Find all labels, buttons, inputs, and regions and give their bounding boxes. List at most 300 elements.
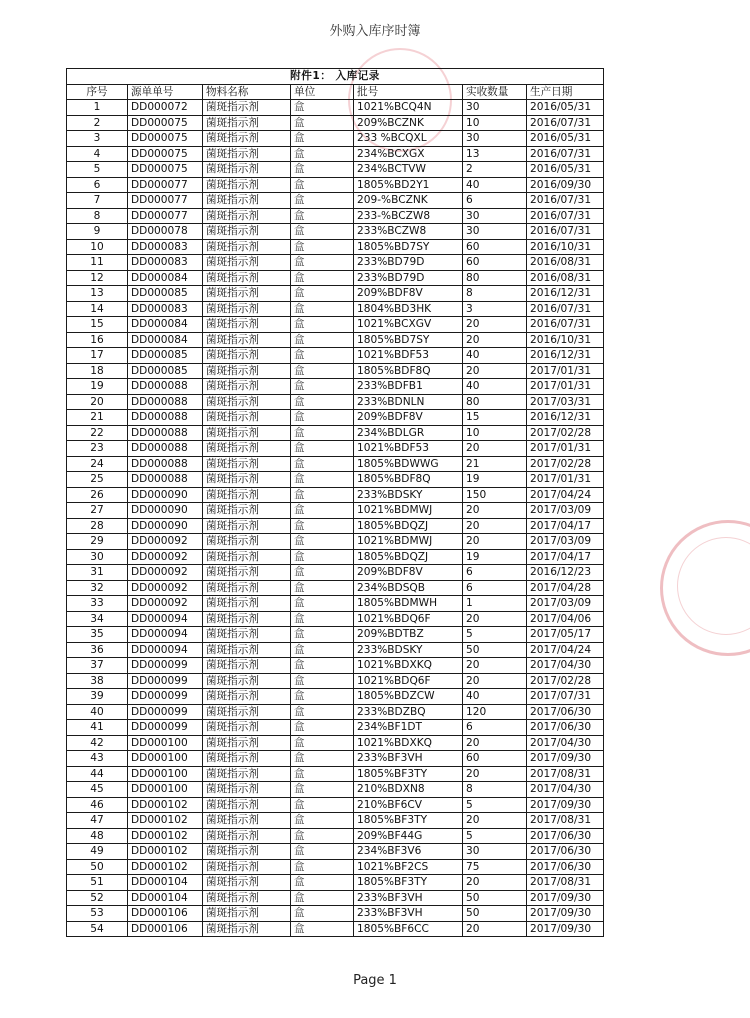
batch-no-cell: 234%BF3V6 bbox=[354, 844, 463, 860]
material-name-cell: 菌斑指示剂 bbox=[203, 363, 291, 379]
table-row bbox=[67, 332, 604, 348]
source-order-no-cell: DD000106 bbox=[128, 921, 203, 937]
row-number-cell: 11 bbox=[67, 255, 128, 271]
received-qty-cell: 15 bbox=[463, 410, 527, 426]
table-row bbox=[67, 487, 604, 503]
production-date-cell: 2016/07/31 bbox=[527, 224, 604, 240]
batch-no-cell: 1021%BDXKQ bbox=[354, 735, 463, 751]
unit-cell: 盒 bbox=[291, 441, 354, 457]
batch-no-cell: 1021%BDXKQ bbox=[354, 658, 463, 674]
batch-no-cell: 1805%BDQZJ bbox=[354, 549, 463, 565]
material-name-cell: 菌斑指示剂 bbox=[203, 627, 291, 643]
unit-cell: 盒 bbox=[291, 146, 354, 162]
received-qty-cell: 20 bbox=[463, 611, 527, 627]
unit-cell: 盒 bbox=[291, 580, 354, 596]
row-number-cell: 17 bbox=[67, 348, 128, 364]
unit-cell: 盒 bbox=[291, 456, 354, 472]
material-name-cell: 菌斑指示剂 bbox=[203, 844, 291, 860]
table-header-row bbox=[67, 84, 604, 100]
material-name-cell: 菌斑指示剂 bbox=[203, 301, 291, 317]
material-name-cell: 菌斑指示剂 bbox=[203, 270, 291, 286]
production-date-cell: 2017/04/30 bbox=[527, 658, 604, 674]
row-number-cell: 12 bbox=[67, 270, 128, 286]
received-qty-cell: 80 bbox=[463, 394, 527, 410]
batch-no-cell: 209%BF44G bbox=[354, 828, 463, 844]
batch-no-cell: 1804%BD3HK bbox=[354, 301, 463, 317]
production-date-cell: 2017/02/28 bbox=[527, 425, 604, 441]
source-order-no-cell: DD000094 bbox=[128, 627, 203, 643]
batch-no-cell: 1805%BDF8Q bbox=[354, 363, 463, 379]
table-row bbox=[67, 255, 604, 271]
unit-cell: 盒 bbox=[291, 611, 354, 627]
table-row bbox=[67, 627, 604, 643]
production-date-cell: 2017/03/31 bbox=[527, 394, 604, 410]
unit-cell: 盒 bbox=[291, 394, 354, 410]
production-date-cell: 2017/03/09 bbox=[527, 534, 604, 550]
table-caption-row bbox=[67, 69, 604, 85]
batch-no-cell: 233%BDZBQ bbox=[354, 704, 463, 720]
table-row bbox=[67, 751, 604, 767]
production-date-cell: 2017/03/09 bbox=[527, 596, 604, 612]
source-order-no-cell: DD000099 bbox=[128, 720, 203, 736]
unit-cell: 盒 bbox=[291, 255, 354, 271]
source-order-no-cell: DD000102 bbox=[128, 813, 203, 829]
production-date-cell: 2017/04/30 bbox=[527, 782, 604, 798]
company-seal bbox=[660, 520, 750, 656]
material-name-cell: 菌斑指示剂 bbox=[203, 441, 291, 457]
source-order-no-cell: DD000077 bbox=[128, 177, 203, 193]
material-name-cell: 菌斑指示剂 bbox=[203, 658, 291, 674]
source-order-no-cell: DD000092 bbox=[128, 534, 203, 550]
received-qty-cell: 50 bbox=[463, 906, 527, 922]
column-header: 源单单号 bbox=[128, 84, 203, 100]
unit-cell: 盒 bbox=[291, 518, 354, 534]
unit-cell: 盒 bbox=[291, 239, 354, 255]
row-number-cell: 30 bbox=[67, 549, 128, 565]
received-qty-cell: 1 bbox=[463, 596, 527, 612]
row-number-cell: 46 bbox=[67, 797, 128, 813]
production-date-cell: 2017/06/30 bbox=[527, 720, 604, 736]
material-name-cell: 菌斑指示剂 bbox=[203, 875, 291, 891]
production-date-cell: 2017/04/28 bbox=[527, 580, 604, 596]
table-row bbox=[67, 441, 604, 457]
table-row bbox=[67, 286, 604, 302]
production-date-cell: 2016/12/31 bbox=[527, 286, 604, 302]
material-name-cell: 菌斑指示剂 bbox=[203, 813, 291, 829]
received-qty-cell: 6 bbox=[463, 720, 527, 736]
production-date-cell: 2017/09/30 bbox=[527, 890, 604, 906]
table-row bbox=[67, 797, 604, 813]
production-date-cell: 2017/06/30 bbox=[527, 828, 604, 844]
production-date-cell: 2016/08/31 bbox=[527, 255, 604, 271]
source-order-no-cell: DD000088 bbox=[128, 410, 203, 426]
table-row bbox=[67, 611, 604, 627]
batch-no-cell: 1805%BD2Y1 bbox=[354, 177, 463, 193]
table-row bbox=[67, 844, 604, 860]
table-row bbox=[67, 146, 604, 162]
row-number-cell: 48 bbox=[67, 828, 128, 844]
received-qty-cell: 5 bbox=[463, 627, 527, 643]
unit-cell: 盒 bbox=[291, 487, 354, 503]
received-qty-cell: 30 bbox=[463, 208, 527, 224]
batch-no-cell: 1021%BDF53 bbox=[354, 348, 463, 364]
table-row bbox=[67, 348, 604, 364]
received-qty-cell: 20 bbox=[463, 813, 527, 829]
production-date-cell: 2016/12/23 bbox=[527, 565, 604, 581]
table-row bbox=[67, 394, 604, 410]
material-name-cell: 菌斑指示剂 bbox=[203, 518, 291, 534]
table-row bbox=[67, 642, 604, 658]
batch-no-cell: 210%BF6CV bbox=[354, 797, 463, 813]
table-row bbox=[67, 456, 604, 472]
received-qty-cell: 150 bbox=[463, 487, 527, 503]
source-order-no-cell: DD000100 bbox=[128, 751, 203, 767]
row-number-cell: 10 bbox=[67, 239, 128, 255]
unit-cell: 盒 bbox=[291, 735, 354, 751]
received-qty-cell: 20 bbox=[463, 658, 527, 674]
row-number-cell: 50 bbox=[67, 859, 128, 875]
batch-no-cell: 1805%BF6CC bbox=[354, 921, 463, 937]
received-qty-cell: 20 bbox=[463, 921, 527, 937]
batch-no-cell: 209%BDF8V bbox=[354, 410, 463, 426]
source-order-no-cell: DD000104 bbox=[128, 875, 203, 891]
received-qty-cell: 40 bbox=[463, 177, 527, 193]
batch-no-cell: 209%BDTBZ bbox=[354, 627, 463, 643]
row-number-cell: 15 bbox=[67, 317, 128, 333]
row-number-cell: 9 bbox=[67, 224, 128, 240]
production-date-cell: 2017/06/30 bbox=[527, 859, 604, 875]
production-date-cell: 2017/03/09 bbox=[527, 503, 604, 519]
source-order-no-cell: DD000088 bbox=[128, 456, 203, 472]
source-order-no-cell: DD000085 bbox=[128, 348, 203, 364]
column-header: 单位 bbox=[291, 84, 354, 100]
batch-no-cell: 1021%BDQ6F bbox=[354, 611, 463, 627]
batch-no-cell: 234%BDSQB bbox=[354, 580, 463, 596]
production-date-cell: 2017/02/28 bbox=[527, 456, 604, 472]
material-name-cell: 菌斑指示剂 bbox=[203, 782, 291, 798]
row-number-cell: 2 bbox=[67, 115, 128, 131]
production-date-cell: 2017/04/17 bbox=[527, 518, 604, 534]
material-name-cell: 菌斑指示剂 bbox=[203, 859, 291, 875]
source-order-no-cell: DD000075 bbox=[128, 146, 203, 162]
table-row bbox=[67, 177, 604, 193]
row-number-cell: 6 bbox=[67, 177, 128, 193]
material-name-cell: 菌斑指示剂 bbox=[203, 177, 291, 193]
received-qty-cell: 6 bbox=[463, 580, 527, 596]
table-row bbox=[67, 859, 604, 875]
production-date-cell: 2017/01/31 bbox=[527, 363, 604, 379]
table-row bbox=[67, 890, 604, 906]
batch-no-cell: 1805%BDQZJ bbox=[354, 518, 463, 534]
row-number-cell: 43 bbox=[67, 751, 128, 767]
row-number-cell: 8 bbox=[67, 208, 128, 224]
source-order-no-cell: DD000085 bbox=[128, 363, 203, 379]
received-qty-cell: 6 bbox=[463, 565, 527, 581]
batch-no-cell: 1805%BDF8Q bbox=[354, 472, 463, 488]
source-order-no-cell: DD000090 bbox=[128, 487, 203, 503]
row-number-cell: 34 bbox=[67, 611, 128, 627]
unit-cell: 盒 bbox=[291, 921, 354, 937]
unit-cell: 盒 bbox=[291, 751, 354, 767]
batch-no-cell: 210%BDXN8 bbox=[354, 782, 463, 798]
row-number-cell: 24 bbox=[67, 456, 128, 472]
batch-no-cell: 1021%BDF53 bbox=[354, 441, 463, 457]
table-row bbox=[67, 208, 604, 224]
row-number-cell: 7 bbox=[67, 193, 128, 209]
received-qty-cell: 13 bbox=[463, 146, 527, 162]
unit-cell: 盒 bbox=[291, 193, 354, 209]
table-row bbox=[67, 193, 604, 209]
unit-cell: 盒 bbox=[291, 379, 354, 395]
batch-no-cell: 1805%BDMWH bbox=[354, 596, 463, 612]
table-row bbox=[67, 673, 604, 689]
source-order-no-cell: DD000075 bbox=[128, 131, 203, 147]
source-order-no-cell: DD000099 bbox=[128, 658, 203, 674]
production-date-cell: 2017/05/17 bbox=[527, 627, 604, 643]
unit-cell: 盒 bbox=[291, 844, 354, 860]
production-date-cell: 2016/07/31 bbox=[527, 146, 604, 162]
row-number-cell: 49 bbox=[67, 844, 128, 860]
table-row bbox=[67, 766, 604, 782]
production-date-cell: 2016/07/31 bbox=[527, 317, 604, 333]
material-name-cell: 菌斑指示剂 bbox=[203, 487, 291, 503]
received-qty-cell: 19 bbox=[463, 549, 527, 565]
production-date-cell: 2016/07/31 bbox=[527, 208, 604, 224]
batch-no-cell: 1021%BF2CS bbox=[354, 859, 463, 875]
material-name-cell: 菌斑指示剂 bbox=[203, 642, 291, 658]
production-date-cell: 2017/09/30 bbox=[527, 751, 604, 767]
batch-no-cell: 233 %BCQXL bbox=[354, 131, 463, 147]
batch-no-cell: 233%BF3VH bbox=[354, 890, 463, 906]
production-date-cell: 2017/04/30 bbox=[527, 735, 604, 751]
table-row bbox=[67, 224, 604, 240]
production-date-cell: 2017/01/31 bbox=[527, 441, 604, 457]
unit-cell: 盒 bbox=[291, 906, 354, 922]
unit-cell: 盒 bbox=[291, 565, 354, 581]
production-date-cell: 2017/09/30 bbox=[527, 906, 604, 922]
received-qty-cell: 40 bbox=[463, 348, 527, 364]
production-date-cell: 2017/02/28 bbox=[527, 673, 604, 689]
unit-cell: 盒 bbox=[291, 704, 354, 720]
unit-cell: 盒 bbox=[291, 534, 354, 550]
row-number-cell: 21 bbox=[67, 410, 128, 426]
table-body bbox=[67, 100, 604, 937]
batch-no-cell: 233%BF3VH bbox=[354, 906, 463, 922]
column-header: 生产日期 bbox=[527, 84, 604, 100]
unit-cell: 盒 bbox=[291, 797, 354, 813]
table-row bbox=[67, 720, 604, 736]
table-row bbox=[67, 410, 604, 426]
batch-no-cell: 233%BD79D bbox=[354, 270, 463, 286]
table-row bbox=[67, 596, 604, 612]
source-order-no-cell: DD000099 bbox=[128, 704, 203, 720]
row-number-cell: 32 bbox=[67, 580, 128, 596]
table-caption: 附件1： 入库记录 bbox=[67, 69, 604, 85]
production-date-cell: 2017/04/24 bbox=[527, 487, 604, 503]
batch-no-cell: 234%BCXGX bbox=[354, 146, 463, 162]
table-row bbox=[67, 317, 604, 333]
production-date-cell: 2016/09/30 bbox=[527, 177, 604, 193]
material-name-cell: 菌斑指示剂 bbox=[203, 921, 291, 937]
production-date-cell: 2017/07/31 bbox=[527, 689, 604, 705]
unit-cell: 盒 bbox=[291, 177, 354, 193]
source-order-no-cell: DD000100 bbox=[128, 735, 203, 751]
row-number-cell: 28 bbox=[67, 518, 128, 534]
material-name-cell: 菌斑指示剂 bbox=[203, 286, 291, 302]
unit-cell: 盒 bbox=[291, 875, 354, 891]
batch-no-cell: 234%BCTVW bbox=[354, 162, 463, 178]
row-number-cell: 16 bbox=[67, 332, 128, 348]
batch-no-cell: 1805%BD7SY bbox=[354, 332, 463, 348]
received-qty-cell: 75 bbox=[463, 859, 527, 875]
table-row bbox=[67, 906, 604, 922]
material-name-cell: 菌斑指示剂 bbox=[203, 317, 291, 333]
production-date-cell: 2016/12/31 bbox=[527, 348, 604, 364]
unit-cell: 盒 bbox=[291, 673, 354, 689]
unit-cell: 盒 bbox=[291, 596, 354, 612]
material-name-cell: 菌斑指示剂 bbox=[203, 100, 291, 116]
received-qty-cell: 10 bbox=[463, 115, 527, 131]
material-name-cell: 菌斑指示剂 bbox=[203, 906, 291, 922]
row-number-cell: 20 bbox=[67, 394, 128, 410]
row-number-cell: 36 bbox=[67, 642, 128, 658]
row-number-cell: 1 bbox=[67, 100, 128, 116]
batch-no-cell: 1805%BF3TY bbox=[354, 813, 463, 829]
production-date-cell: 2016/05/31 bbox=[527, 100, 604, 116]
table-row bbox=[67, 549, 604, 565]
received-qty-cell: 10 bbox=[463, 425, 527, 441]
received-qty-cell: 20 bbox=[463, 503, 527, 519]
batch-no-cell: 209%BCZNK bbox=[354, 115, 463, 131]
production-date-cell: 2017/09/30 bbox=[527, 921, 604, 937]
row-number-cell: 33 bbox=[67, 596, 128, 612]
unit-cell: 盒 bbox=[291, 642, 354, 658]
material-name-cell: 菌斑指示剂 bbox=[203, 735, 291, 751]
unit-cell: 盒 bbox=[291, 224, 354, 240]
batch-no-cell: 233%BDSKY bbox=[354, 642, 463, 658]
row-number-cell: 52 bbox=[67, 890, 128, 906]
production-date-cell: 2017/04/06 bbox=[527, 611, 604, 627]
row-number-cell: 42 bbox=[67, 735, 128, 751]
source-order-no-cell: DD000083 bbox=[128, 239, 203, 255]
unit-cell: 盒 bbox=[291, 689, 354, 705]
row-number-cell: 37 bbox=[67, 658, 128, 674]
material-name-cell: 菌斑指示剂 bbox=[203, 596, 291, 612]
row-number-cell: 23 bbox=[67, 441, 128, 457]
material-name-cell: 菌斑指示剂 bbox=[203, 534, 291, 550]
material-name-cell: 菌斑指示剂 bbox=[203, 332, 291, 348]
production-date-cell: 2016/05/31 bbox=[527, 162, 604, 178]
production-date-cell: 2016/12/31 bbox=[527, 410, 604, 426]
received-qty-cell: 6 bbox=[463, 193, 527, 209]
source-order-no-cell: DD000092 bbox=[128, 565, 203, 581]
source-order-no-cell: DD000100 bbox=[128, 782, 203, 798]
received-qty-cell: 60 bbox=[463, 239, 527, 255]
unit-cell: 盒 bbox=[291, 208, 354, 224]
table-row bbox=[67, 782, 604, 798]
material-name-cell: 菌斑指示剂 bbox=[203, 239, 291, 255]
row-number-cell: 41 bbox=[67, 720, 128, 736]
source-order-no-cell: DD000084 bbox=[128, 332, 203, 348]
source-order-no-cell: DD000094 bbox=[128, 611, 203, 627]
material-name-cell: 菌斑指示剂 bbox=[203, 193, 291, 209]
material-name-cell: 菌斑指示剂 bbox=[203, 890, 291, 906]
material-name-cell: 菌斑指示剂 bbox=[203, 549, 291, 565]
row-number-cell: 25 bbox=[67, 472, 128, 488]
source-order-no-cell: DD000077 bbox=[128, 193, 203, 209]
material-name-cell: 菌斑指示剂 bbox=[203, 394, 291, 410]
table-row bbox=[67, 689, 604, 705]
column-header: 实收数量 bbox=[463, 84, 527, 100]
source-order-no-cell: DD000075 bbox=[128, 115, 203, 131]
batch-no-cell: 209%BDF8V bbox=[354, 286, 463, 302]
table-row bbox=[67, 813, 604, 829]
table-row bbox=[67, 131, 604, 147]
unit-cell: 盒 bbox=[291, 813, 354, 829]
source-order-no-cell: DD000099 bbox=[128, 673, 203, 689]
row-number-cell: 3 bbox=[67, 131, 128, 147]
received-qty-cell: 20 bbox=[463, 363, 527, 379]
unit-cell: 盒 bbox=[291, 859, 354, 875]
column-header: 序号 bbox=[67, 84, 128, 100]
production-date-cell: 2017/04/17 bbox=[527, 549, 604, 565]
unit-cell: 盒 bbox=[291, 720, 354, 736]
material-name-cell: 菌斑指示剂 bbox=[203, 146, 291, 162]
production-date-cell: 2017/06/30 bbox=[527, 704, 604, 720]
table-row bbox=[67, 658, 604, 674]
source-order-no-cell: DD000099 bbox=[128, 689, 203, 705]
unit-cell: 盒 bbox=[291, 890, 354, 906]
source-order-no-cell: DD000077 bbox=[128, 208, 203, 224]
material-name-cell: 菌斑指示剂 bbox=[203, 828, 291, 844]
material-name-cell: 菌斑指示剂 bbox=[203, 224, 291, 240]
production-date-cell: 2016/10/31 bbox=[527, 332, 604, 348]
batch-no-cell: 1021%BCQ4N bbox=[354, 100, 463, 116]
batch-no-cell: 233%BD79D bbox=[354, 255, 463, 271]
unit-cell: 盒 bbox=[291, 131, 354, 147]
received-qty-cell: 20 bbox=[463, 875, 527, 891]
source-order-no-cell: DD000083 bbox=[128, 255, 203, 271]
row-number-cell: 45 bbox=[67, 782, 128, 798]
receiving-record-table bbox=[66, 68, 604, 937]
received-qty-cell: 20 bbox=[463, 332, 527, 348]
batch-no-cell: 234%BF1DT bbox=[354, 720, 463, 736]
received-qty-cell: 30 bbox=[463, 131, 527, 147]
received-qty-cell: 120 bbox=[463, 704, 527, 720]
material-name-cell: 菌斑指示剂 bbox=[203, 115, 291, 131]
received-qty-cell: 8 bbox=[463, 782, 527, 798]
source-order-no-cell: DD000100 bbox=[128, 766, 203, 782]
source-order-no-cell: DD000090 bbox=[128, 518, 203, 534]
row-number-cell: 40 bbox=[67, 704, 128, 720]
source-order-no-cell: DD000088 bbox=[128, 441, 203, 457]
material-name-cell: 菌斑指示剂 bbox=[203, 131, 291, 147]
received-qty-cell: 30 bbox=[463, 224, 527, 240]
table-row bbox=[67, 379, 604, 395]
production-date-cell: 2017/08/31 bbox=[527, 813, 604, 829]
source-order-no-cell: DD000084 bbox=[128, 270, 203, 286]
material-name-cell: 菌斑指示剂 bbox=[203, 456, 291, 472]
received-qty-cell: 20 bbox=[463, 735, 527, 751]
production-date-cell: 2016/10/31 bbox=[527, 239, 604, 255]
unit-cell: 盒 bbox=[291, 503, 354, 519]
material-name-cell: 菌斑指示剂 bbox=[203, 565, 291, 581]
row-number-cell: 29 bbox=[67, 534, 128, 550]
received-qty-cell: 2 bbox=[463, 162, 527, 178]
unit-cell: 盒 bbox=[291, 332, 354, 348]
batch-no-cell: 1021%BDMWJ bbox=[354, 534, 463, 550]
table-row bbox=[67, 472, 604, 488]
